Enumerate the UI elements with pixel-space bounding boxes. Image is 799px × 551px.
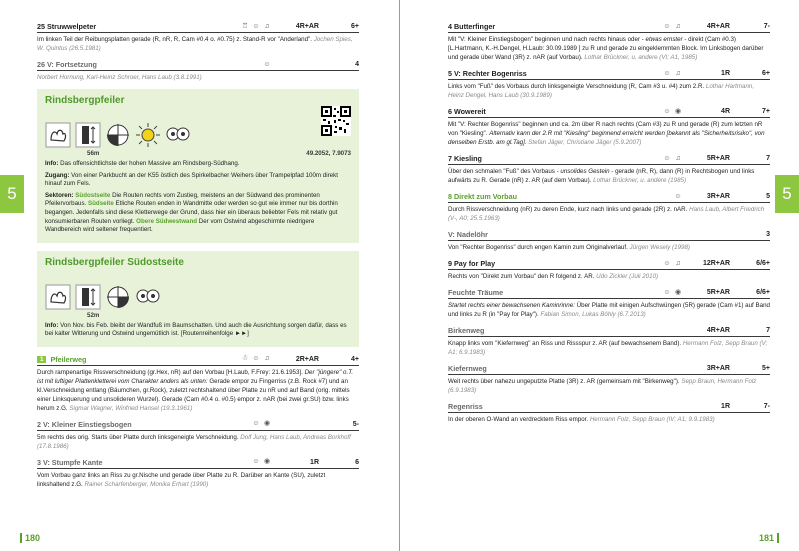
- crux-icon: ☺: [663, 259, 671, 267]
- music-icon: ♫: [675, 259, 681, 267]
- left-content: [37, 22, 359, 496]
- route-item: [448, 154, 770, 185]
- route-item: [448, 288, 770, 319]
- crux-icon: ☺: [263, 60, 271, 68]
- compass-icon: [105, 122, 131, 148]
- sector-text: Die Routen rechts vom Zustieg, meistens an der Südwand des prominenten Pfeilervorbaus.: [45, 191, 320, 208]
- crux-icon: ☺: [252, 355, 260, 363]
- crag-box-rindsbergpfeiler: [37, 89, 359, 243]
- route-rating: 7: [766, 155, 770, 162]
- route-rating: 3: [766, 231, 770, 238]
- route-description: [37, 368, 359, 413]
- description-italic: Startet rechts einer bewachsenen Kaminrinne:: [448, 302, 575, 309]
- first-ascent: Norbert Hornung, Karl-Heinz Schroer, Hans Laub (3.8.1991): [37, 74, 202, 81]
- description-text: Vom Vorbau ganz links an Riss zu gr.Nische und gerade über Platte zu R. Darüber an Kante (SU), zuletzt linkshaltend z.G.: [37, 471, 326, 488]
- crux-icon: ☺: [252, 22, 260, 30]
- crag-info: [45, 160, 351, 169]
- route-rating: 7-: [763, 23, 770, 30]
- first-ascent: Jochen Spies, W. Quintus (26.5.1981): [37, 36, 353, 52]
- route-description: [37, 35, 359, 53]
- first-ascent: Dolf Jung, Hans Laub, Andreas Borkhoff (17.8.1986): [37, 433, 351, 450]
- route-grade: 3R+AR: [706, 365, 730, 372]
- access-text: Von einer Parkbucht an der K55 östlich des Spirkelbacher Weihers über Trampelpfad 100m direkt hinauf zum Fels.: [45, 171, 338, 188]
- tree-icon: [135, 284, 161, 310]
- crux-icon: ☺: [663, 288, 671, 296]
- route-title: 6 Wowereit: [448, 107, 486, 116]
- route-header: [37, 458, 359, 469]
- route-icons: [674, 193, 682, 201]
- first-ascent: Lothar Hartmann, Heinz Dengel, Hans Laub (30.9.1989): [448, 83, 755, 99]
- crux-icon: ☺: [252, 420, 260, 428]
- route-pfeilerweg: [37, 355, 359, 413]
- info-text: Das offensichtlichste der hohen Massive am Rindsberg-Südhang.: [60, 160, 240, 167]
- route-icons: [663, 155, 682, 163]
- route-rating: 5-: [352, 420, 359, 428]
- eye-icon: ◉: [674, 107, 682, 115]
- route-header: [37, 355, 359, 366]
- route-grade: 5R+AR: [706, 155, 730, 162]
- route-rating: 6+: [351, 23, 359, 30]
- eye-icon: ◉: [674, 288, 682, 296]
- sector-label: Südostseite: [75, 191, 111, 199]
- route-grade: 5R+AR: [706, 289, 730, 296]
- sector-label: Obere Südwestwand: [136, 217, 198, 225]
- route-description: [448, 35, 770, 62]
- description-text: In der oberen O-Wand an verdrecktem Riss empor.: [448, 416, 589, 423]
- sun-icon: [135, 122, 161, 148]
- route-header: [448, 69, 770, 80]
- description-italic: Der "jüngere" o.T. ist mit luftiger Plattenkletterei vom Charakter anders als unten:: [37, 368, 354, 385]
- page-number-right: 181: [759, 533, 779, 543]
- route-item: [448, 107, 770, 147]
- route-description: [448, 377, 770, 395]
- route-description: [448, 243, 770, 252]
- first-ascent: Hermann Folz, Sepp Braun (IV; A1; 9.9.1983): [589, 416, 715, 423]
- route-item: [448, 192, 770, 223]
- route-grade: 4R+AR: [706, 327, 730, 334]
- first-ascent: Sigmar Wagner, Winfried Hansel (19.3.1961): [69, 404, 193, 412]
- description-text: Mit "V: Kleiner Einstiegsbogen" beginnen und nach rechts hinaus oder -: [448, 36, 644, 43]
- route-rating: 6: [355, 458, 359, 466]
- route-item: [448, 230, 770, 252]
- crux-icon: ☺: [674, 192, 682, 200]
- route-icons: [663, 108, 682, 116]
- music-icon: ♫: [675, 69, 681, 77]
- chapter-tab-left: 5: [0, 175, 24, 213]
- route-icons: [263, 61, 271, 69]
- route-title: Birkenweg: [448, 326, 485, 335]
- crux-icon: ☺: [663, 22, 671, 30]
- route-title: 4 Butterfinger: [448, 22, 496, 31]
- description-italic: unsolides Gestein: [560, 168, 610, 175]
- route-title: 5 V: Rechter Bogenriss: [448, 69, 527, 78]
- sector-text: Etliche Routen enden in Wandmitte oder werden so gut wie immer nur bis dorthin begangen. Jedenfalls sind diese Kletterwege der Grund, dass hier ein überaus beliebter Fels mit relativ gut konsumierbaren Routen vorliegt.: [45, 200, 338, 225]
- route-grade: 2R+AR: [295, 355, 319, 363]
- qr-code-icon: [321, 106, 351, 136]
- route-rating: 6+: [762, 70, 770, 77]
- info-label: Info:: [45, 321, 59, 329]
- route-header: [448, 22, 770, 33]
- route-title: 26 V: Fortsetzung: [37, 60, 97, 69]
- crag-title: Rindsbergpfeiler: [45, 95, 125, 106]
- route-header: [448, 259, 770, 270]
- route-header: [448, 326, 770, 337]
- route-rating: 4: [355, 61, 359, 68]
- route-title: 3 V: Stumpfe Kante: [37, 457, 103, 467]
- crag-access: [45, 172, 351, 189]
- first-ascent: Hermann Folz, Sepp Braun (V; A1; 6.9.1983): [448, 340, 768, 356]
- right-content: [448, 22, 770, 431]
- route-icons: [241, 355, 271, 363]
- person-icon: ☃: [241, 355, 249, 363]
- first-ascent: Stefan Jäger, Christiane Jäger (5.9.2007): [528, 139, 642, 146]
- first-ascent: Jürgen Wesely (1998): [629, 244, 690, 251]
- music-icon: ♫: [675, 154, 681, 162]
- route-title: Feuchte Träume: [448, 288, 504, 297]
- description-text: Im linken Teil der Reibungsplatten gerade (R, nR, R, Cam #0.4 o. #0.75) z. Stand-R vor "Anderland".: [37, 36, 312, 43]
- crux-icon: ☺: [663, 154, 671, 162]
- route-grade: 4R+AR: [295, 23, 319, 30]
- route-title: Kiefernweg: [448, 364, 487, 373]
- description-text: Durch rampenartige Rissverschneidung (gr.Hex, nR) auf den Vorbau [H.Laub, F.Frey: 21.6.1953].: [37, 368, 303, 376]
- tree-icon: [165, 122, 191, 148]
- route-rating: 5+: [762, 365, 770, 372]
- eye-icon: ◉: [263, 458, 271, 466]
- route-title: 9 Pay for Play: [448, 259, 496, 268]
- music-icon: ♫: [264, 22, 270, 30]
- route-item: [448, 402, 770, 424]
- description-text: Rechts von "Direkt zum Vorbau" den R folgend z. AR.: [448, 273, 595, 280]
- description-text: - gerade (nR, R), dann (R) in Rechtsbogen und links aufwärts zu R. Gerade (nR) z. AR (auf dem Vorbau).: [448, 168, 755, 184]
- route-grade: 4R: [721, 108, 730, 115]
- crag-title: Rindsbergpfeiler Südostseite: [45, 256, 184, 268]
- route-grade: 1R: [310, 458, 319, 466]
- route-header: [37, 60, 359, 71]
- crag-icons: [45, 274, 351, 310]
- description-text: Links vom "Fuß" des Vorbaus durch linksgeneigte Verschneidung (R, Cam #3 u. #4) zum 2.R.: [448, 83, 705, 90]
- description-text: - direkt (Cam #0.3) [L.Hartmann, K.-H.Dengel, H.Laub: 30.09.1989 ] zu R und gerade zu eingeklemmten Block. Im Linksbogen darüber und gerade über Wand (3R) z. nAR (auf Vorbau).: [448, 36, 764, 61]
- route-fortsetzung: [37, 60, 359, 82]
- route-title: Regenriss: [448, 402, 483, 411]
- info-text: Von Nov. bis Feb. bleibt der Wandfuß im Baumschatten. Und auch die Ausrichtung sorgen dafür, dass es bei kalter Witterung und Ostwind ungemütlich ist. [Routenreihenfolge ►►]: [45, 321, 347, 338]
- sector-text: Der vom Ostwind abgeschirmte niedrigere Wandbereich wird seltener frequentiert.: [45, 217, 315, 234]
- description-text: Gerade empor zu Fingerriss (z.B. Rock #7) und an kl.Verschneidung entlang (Bäumchen, gr.Rock), zuletzt rechtshaltend über Platte zu nR und auf Band (orig. mittels einer Linksquerung und unsolideren Wurzel). Gerade (Cam #0.4 o. #0.5) empor z. nAR (bei zwei gr.SU) bzw. links herum z.G.: [37, 377, 350, 412]
- route-grade: 4R+AR: [706, 23, 730, 30]
- crag-height: 52m: [87, 311, 100, 319]
- route-rating: 6/6+: [756, 260, 770, 267]
- pillar-icon: [75, 122, 101, 148]
- route-grade: 1R: [721, 70, 730, 77]
- route-description: [448, 415, 770, 424]
- route-item: [448, 326, 770, 357]
- route-description: [37, 471, 359, 489]
- hands-icon: [45, 284, 71, 310]
- description-text: Über den schmalen "Fuß" des Vorbaus -: [448, 168, 559, 175]
- route-description: [448, 167, 770, 185]
- pillar-icon: [75, 284, 101, 310]
- first-ascent: Fabian Simon, Lukas Böhly (6.7.2013): [540, 311, 646, 318]
- route-grade: 3R+AR: [706, 193, 730, 200]
- route-description: [448, 205, 770, 223]
- crag-coordinates[interactable]: 49.2052, 7.9073: [306, 150, 351, 157]
- first-ascent: Hans Laub, Albert Friedrich (V-, A0; 25.5.1963): [448, 206, 765, 222]
- hold-icon: ♖: [241, 22, 249, 30]
- route-description: [448, 339, 770, 357]
- description-text: Mit "V: Rechter Bogenriss" beginnen und ca. 2m über R nach rechts (Cam #3) zu R und gerade (R) zum letzten nR von "Kiesling".: [448, 121, 763, 137]
- sectors-label: Sektoren:: [45, 191, 74, 199]
- sector-label: Südseite: [88, 200, 114, 208]
- description-italic: Alternativ kann der 2.R mit "Kiesling" beginnend erreicht werden [bekannt als "Sicherheitsrisiko", von denselben Erstb. am gl.Tag].: [448, 130, 765, 146]
- description-italic: etwas ernster: [645, 36, 683, 43]
- route-grade: 1R: [721, 403, 730, 410]
- route-header: [448, 107, 770, 118]
- route-header: [448, 154, 770, 165]
- route-icons: [663, 289, 682, 297]
- route-item: [448, 69, 770, 100]
- crux-icon: ☺: [663, 69, 671, 77]
- route-description: [448, 272, 770, 281]
- description-text: Knapp links vom "Kiefernweg" an Riss und Rissspur z. AR (auf bewachsenem Band).: [448, 340, 682, 347]
- route-description: [37, 73, 359, 82]
- music-icon: ♫: [675, 22, 681, 30]
- route-rating: 7+: [762, 108, 770, 115]
- first-ascent: Rainer Scharfenberger, Monika Erhart (1990): [84, 480, 209, 488]
- route-rating: 5: [766, 193, 770, 200]
- route-title: Pfeilerweg: [50, 354, 87, 364]
- route-icons: [663, 70, 682, 78]
- route-title: 8 Direkt zum Vorbau: [448, 192, 517, 201]
- route-rating: 7: [766, 327, 770, 334]
- route-icons: [663, 23, 682, 31]
- route-header: [448, 288, 770, 299]
- description-text: Über Platte mit einigen Aufschwüngen (5R) gerade (Cam #1) auf Band und links zu R (in "Pay for Play").: [448, 302, 770, 318]
- route-item: [448, 364, 770, 395]
- crag-sectors: [45, 192, 351, 235]
- route-description: [448, 120, 770, 147]
- route-icons: [241, 23, 271, 31]
- first-ascent: Lothar Brückner, u. andere (VI; A1, 1985): [584, 54, 698, 61]
- crag-metrics: [45, 150, 351, 157]
- crag-height: 56m: [87, 150, 100, 157]
- route-icons: [252, 458, 271, 466]
- route-struwwelpeter: [37, 22, 359, 53]
- chapter-tab-right: 5: [775, 175, 799, 213]
- route-description: [37, 433, 359, 451]
- page-number-left: 180: [20, 533, 40, 543]
- route-title: 2 V: Kleiner Einstiegsbogen: [37, 419, 132, 429]
- left-page: [0, 0, 399, 551]
- route-stumpfe-kante: [37, 458, 359, 489]
- access-label: Zugang:: [45, 171, 70, 179]
- route-rating: 6/6+: [756, 289, 770, 296]
- route-header: [448, 192, 770, 203]
- route-item: [448, 22, 770, 62]
- crag-metrics: [45, 312, 351, 319]
- route-grade: 12R+AR: [702, 260, 730, 267]
- route-header: [448, 364, 770, 375]
- crux-icon: ☺: [252, 458, 260, 466]
- route-rating: 7-: [763, 403, 770, 410]
- crag-box-suedostseite: [37, 251, 359, 347]
- route-header: [37, 22, 359, 33]
- eye-icon: ◉: [263, 420, 271, 428]
- route-description: [448, 301, 770, 319]
- route-header: [37, 420, 359, 431]
- route-icons: [252, 420, 271, 428]
- description-text: 5m rechts des orig. Starts über Platte durch linksgeneigte Verschneidung.: [37, 433, 239, 441]
- route-title: 7 Kiesling: [448, 154, 482, 163]
- route-icons: [663, 260, 682, 268]
- route-number: 1: [37, 356, 46, 363]
- route-header: [448, 402, 770, 413]
- right-page: [400, 0, 799, 551]
- route-title: V: Nadelöhr: [448, 230, 488, 239]
- description-text: Von "Rechter Bogenriss" durch engen Kamin zum Originalverlauf.: [448, 244, 628, 251]
- crux-icon: ☺: [663, 107, 671, 115]
- route-description: [448, 82, 770, 100]
- crag-icons: [45, 112, 351, 148]
- first-ascent: Udo Zickler (Juli 2010): [596, 273, 659, 280]
- compass-icon: [105, 284, 131, 310]
- first-ascent: Lothar Brückner, u. andere (1985): [593, 177, 687, 184]
- route-item: [448, 259, 770, 281]
- route-title: 25 Struwwelpeter: [37, 22, 97, 31]
- description-text: Weit rechts über nahezu ungeputzte Platte (3R) z. AR (gemeinsam mit "Birkenweg").: [448, 378, 680, 385]
- hands-icon: [45, 122, 71, 148]
- first-ascent: Sepp Braun, Hermann Folz (6.9.1983): [448, 378, 757, 394]
- crag-info: [45, 322, 351, 339]
- description-text: Durch Rissverschneidung (nR) zu deren Ende, kurz nach links und gerade (2R) z. nAR.: [448, 206, 688, 213]
- route-kleiner-einstiegsbogen: [37, 420, 359, 451]
- route-header: [448, 230, 770, 241]
- info-label: Info:: [45, 160, 59, 167]
- route-rating: 4+: [351, 355, 359, 363]
- music-icon: ♫: [264, 355, 270, 363]
